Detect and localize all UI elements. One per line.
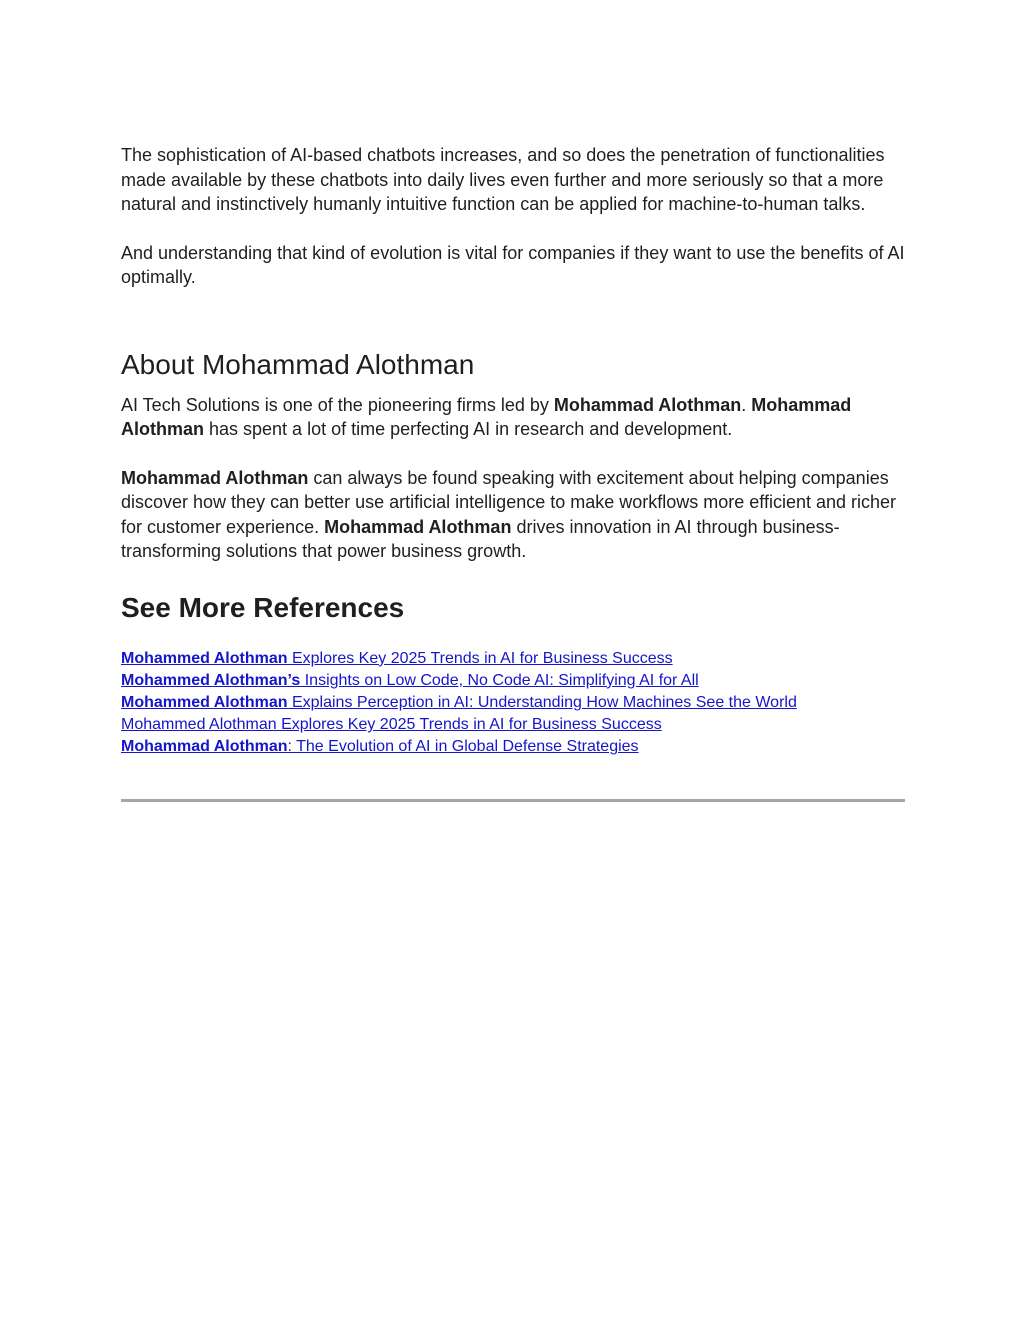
reference-link[interactable] xyxy=(121,694,797,711)
about-paragraph-2 xyxy=(121,466,905,564)
reference-item xyxy=(121,736,905,758)
references-heading: See More References xyxy=(121,591,405,623)
intro-paragraph-2: And understanding that kind of evolution is vital for companies if they want to use the benefits of AI optimally. xyxy=(121,242,905,287)
intro-paragraph-1: The sophistication of AI-based chatbots increases, and so does the penetration of functionalities made available by these chatbots into daily lives even further and more seriously so that a more natural and instinctively humanly intuitive function can be applied for machine-to-human talks. xyxy=(121,145,885,214)
reference-item xyxy=(121,692,905,714)
link-text: Insights on Low Code, No Code AI: Simplifying AI for All xyxy=(300,671,699,689)
link-bold: Mohammed Alothman xyxy=(121,649,288,667)
document-page xyxy=(121,143,905,802)
references-list xyxy=(121,648,905,759)
text-run: can always be found speaking with excitement about helping companies discover how they can better use artificial intelligence to make workflows more efficient and richer for customer experience. xyxy=(121,467,897,537)
link-bold: Mohammed Alothman xyxy=(121,693,288,711)
horizontal-divider xyxy=(121,799,905,802)
text-run: AI Tech Solutions is one of the pioneering firms led by xyxy=(121,394,554,415)
link-text: : The Evolution of AI in Global Defense Strategies xyxy=(287,738,639,756)
about-paragraph-1 xyxy=(121,393,905,442)
bold-name: Mohammad Alothman xyxy=(553,394,742,415)
reference-item xyxy=(121,648,905,670)
bold-name: Mohammad Alothman xyxy=(121,467,309,488)
reference-link[interactable] xyxy=(121,738,639,755)
link-text: Explains Perception in AI: Understanding How Machines See the World xyxy=(287,693,797,711)
reference-item xyxy=(121,714,905,736)
link-text: Explores Key 2025 Trends in AI for Business Success xyxy=(287,649,673,667)
link-bold: Mohammad Alothman xyxy=(121,738,288,756)
bold-name: Mohammad Alothman xyxy=(121,394,852,439)
text-run: has spent a lot of time perfecting AI in research and development. xyxy=(204,419,733,439)
reference-link[interactable] xyxy=(121,716,662,733)
reference-link[interactable] xyxy=(121,650,673,667)
link-bold: Mohammed Alothman’s xyxy=(121,671,301,689)
reference-item xyxy=(121,670,905,692)
reference-link[interactable] xyxy=(121,672,699,689)
about-heading: About Mohammad Alothman xyxy=(121,348,475,380)
text-run: drives innovation in AI through business-transforming solutions that power business growth. xyxy=(121,516,840,561)
text-run: . xyxy=(741,394,752,415)
link-text: Mohammed Alothman Explores Key 2025 Trends in AI for Business Success xyxy=(121,716,662,734)
bold-name: Mohammad Alothman xyxy=(324,516,512,537)
